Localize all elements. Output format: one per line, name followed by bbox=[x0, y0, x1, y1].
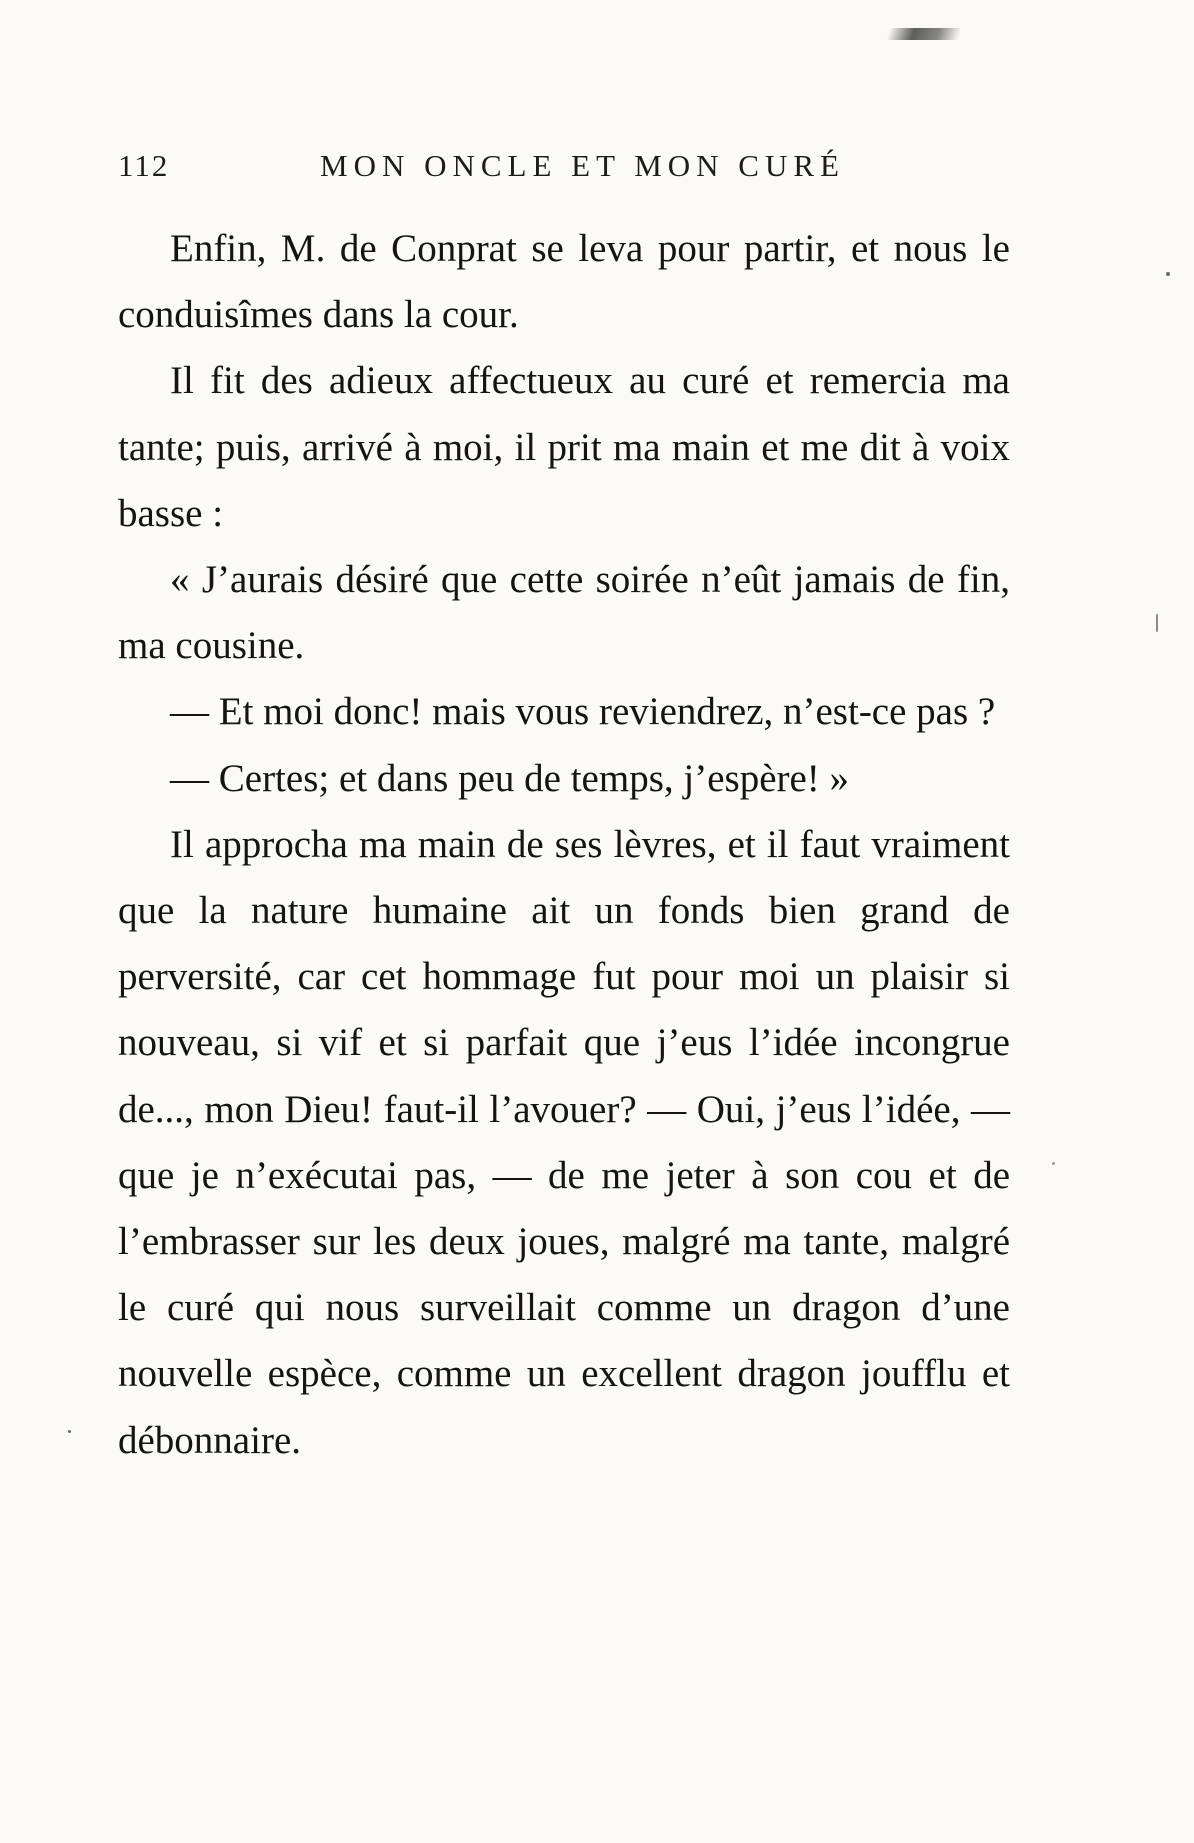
paper-speck bbox=[1052, 1162, 1055, 1165]
paragraph: « J’aurais désiré que cette soirée n’eût jamais de fin, ma cousine. bbox=[118, 558, 1010, 668]
paragraph: — Certes; et dans peu de temps, j’espère! » bbox=[170, 756, 850, 800]
paragraph: — Et moi donc! mais vous reviendrez, n’est-ce pas ? bbox=[170, 690, 996, 734]
paper-speck bbox=[1166, 272, 1170, 276]
page-number: 112 bbox=[118, 148, 170, 183]
paper-speck bbox=[68, 1430, 71, 1433]
paper-speck bbox=[1156, 614, 1158, 632]
paragraph: Il approcha ma main de ses lèvres, et il faut vraiment que la nature humaine ait un fonds bien grand de perversité, car cet hommage fut pour moi un plaisir si nouveau, si vif et si parfait que j’eus l’idée incongrue de..., mon Dieu! faut-il l’avouer? — Oui, j’eus l’idée, — que je n’exécutai pas, — de me jeter à son cou et de l’embrasser sur les deux joues, malgré ma tante, malgré le curé qui nous surveillait comme un dragon d’une nouvelle espèce, comme un excellent dragon joufflu et débonnaire. bbox=[118, 822, 1010, 1462]
running-title: MON ONCLE ET MON CURÉ bbox=[320, 148, 845, 183]
body-text bbox=[118, 216, 1010, 1474]
page-header bbox=[118, 148, 1018, 192]
paragraph: Enfin, M. de Conprat se leva pour partir, et nous le conduisîmes dans la cour. bbox=[118, 227, 1010, 337]
paragraph: Il fit des adieux affectueux au curé et remercia ma tante; puis, arrivé à moi, il prit ma main et me dit à voix basse : bbox=[118, 359, 1010, 535]
ink-blot bbox=[886, 28, 962, 40]
